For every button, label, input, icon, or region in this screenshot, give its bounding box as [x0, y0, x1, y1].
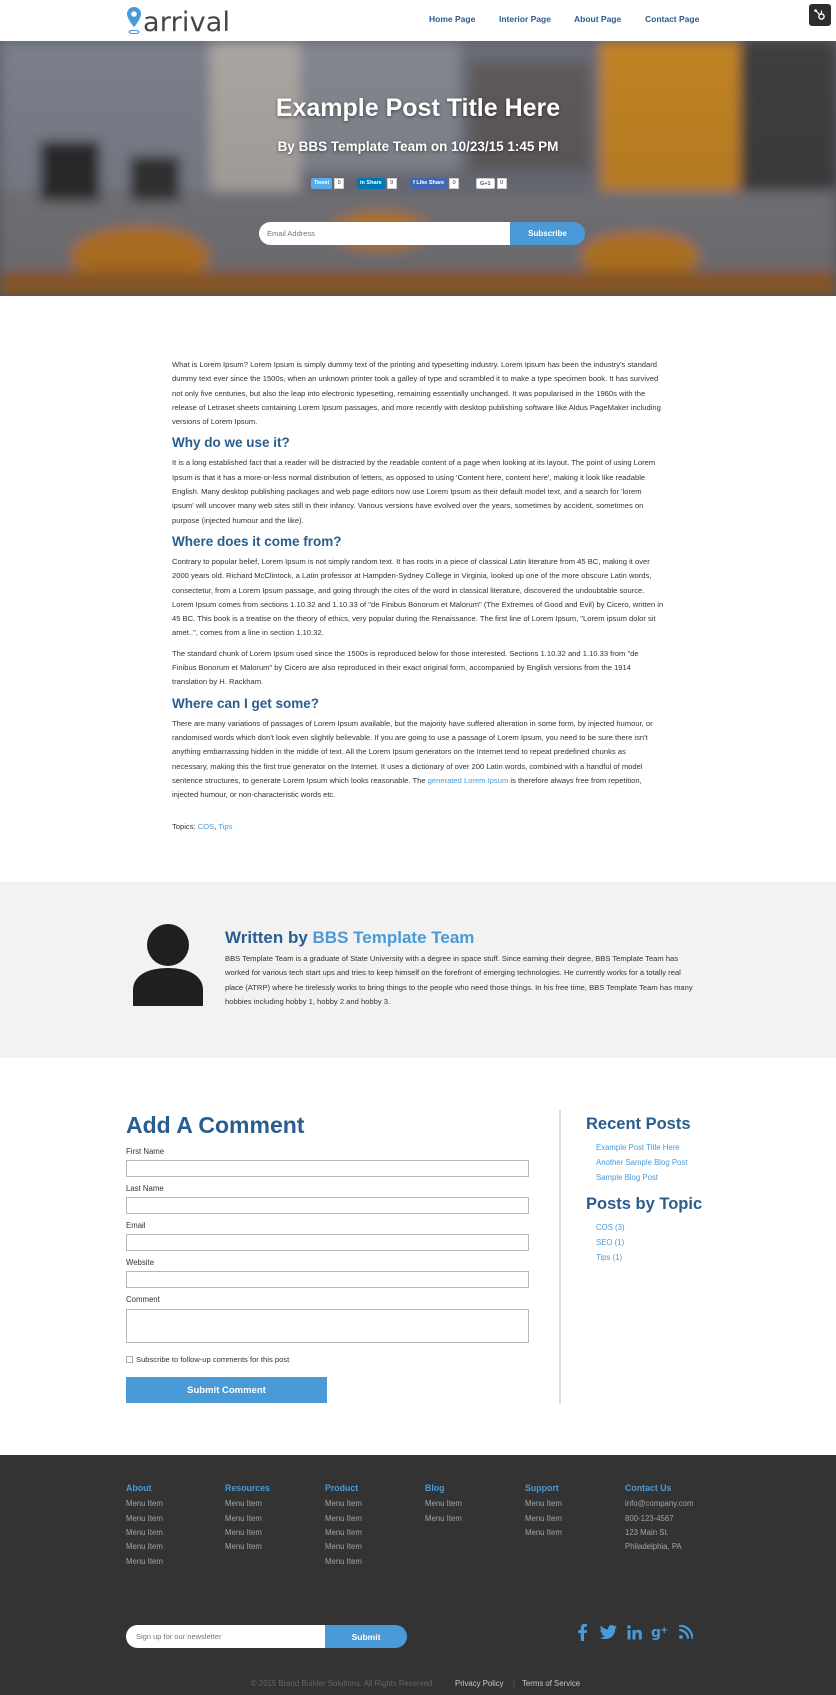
section-heading: Why do we use it? [172, 435, 290, 451]
recent-post-link[interactable]: Another Sample Blog Post [596, 1158, 688, 1167]
hubspot-icon[interactable] [809, 4, 831, 26]
twitter-icon[interactable]: Tweet [311, 178, 332, 189]
footer-column-title: Blog [425, 1483, 445, 1493]
topic-link-tips[interactable]: Tips [218, 822, 233, 831]
topic-link[interactable]: COS (3) [596, 1223, 625, 1232]
footer-link[interactable]: Menu Item [525, 1514, 562, 1523]
contact-address: 123 Main St. [625, 1528, 669, 1537]
recent-posts-title: Recent Posts [586, 1115, 691, 1133]
share-googleplus[interactable] [476, 178, 507, 189]
comment-label: Comment [126, 1295, 160, 1304]
newsletter-submit-button[interactable]: Submit [325, 1625, 407, 1648]
website-input[interactable] [126, 1271, 529, 1288]
nav-interior[interactable]: Interior Page [499, 14, 551, 24]
paragraph: It is a long established fact that a reader will be distracted by the readable content of a page when looking at its layout. The point of using Lorem Ipsum is that it has a more-or-less normal distribution of letters, as opposed to using 'Content here, content here', making it look like readable English. Many desktop publishing packages and web page editors now use Lorem Ipsum as their default model text, and a search for 'lorem ipsum' will uncover many web sites still in their infancy. Various versions have evolved over the years, sometimes by accident, sometimes on purpose (injected humour and the like). [172, 458, 656, 525]
nav-contact[interactable]: Contact Page [645, 14, 700, 24]
contact-city: Philadelphia, PA [625, 1542, 682, 1551]
svg-text:+: + [660, 1625, 669, 1636]
subscribe-checkbox-label: Subscribe to follow-up comments for this post [136, 1355, 290, 1364]
footer-column-title: Product [325, 1483, 359, 1493]
footer-link[interactable]: Menu Item [325, 1528, 362, 1537]
footer-link[interactable]: Menu Item [126, 1542, 163, 1551]
footer-column-title: Support [525, 1483, 559, 1493]
copyright-text: © 2015 Brand Builder Solutions. All Rights Reserved. [251, 1679, 435, 1688]
share-twitter[interactable] [311, 178, 344, 189]
footer-column-title: Resources [225, 1483, 270, 1493]
website-label: Website [126, 1258, 155, 1267]
hero-banner [0, 41, 836, 296]
first-name-input[interactable] [126, 1160, 529, 1177]
google-plus-icon[interactable]: G+1 [476, 178, 495, 189]
topics-label: Topics: [172, 822, 198, 831]
recent-post-link[interactable]: Example Post Title Here [596, 1143, 680, 1152]
topic-link[interactable]: Tips (1) [596, 1253, 623, 1262]
section-heading: Where can I get some? [172, 695, 320, 711]
sprocket-icon [813, 8, 827, 22]
share-count: 0 [449, 178, 459, 189]
logo-text: arrival [143, 7, 231, 38]
privacy-policy-link[interactable]: Privacy Policy [455, 1679, 504, 1688]
comment-form-title: Add A Comment [126, 1112, 305, 1138]
footer-link[interactable]: Menu Item [126, 1499, 163, 1508]
last-name-label: Last Name [126, 1184, 164, 1193]
subscribe-button[interactable]: Subscribe [510, 222, 585, 245]
post-byline: By BBS Template Team on 10/23/15 1:45 PM [277, 139, 559, 154]
terms-of-service-link[interactable]: Terms of Service [522, 1679, 581, 1688]
share-count: 9 [387, 178, 397, 189]
paragraph: What is Lorem Ipsum? Lorem Ipsum is simply dummy text of the printing and typesetting industry. Lorem Ipsum has been the industry's standard dummy text ever since the 1500s, when an unknown printer took a galley of type and scrambled it to make a type specimen book. It has survived not only five centuries, but also the leap into electronic typesetting, remaining essentially unchanged. It was popularised in the 1960s with the release of Letraset sheets containing Lorem Ipsum passages, and more recently with desktop publishing software like Aldus PageMaker including versions of Lorem Ipsum. [172, 360, 661, 427]
share-buttons [0, 178, 836, 190]
topic-link-cos[interactable]: COS [197, 822, 215, 831]
nav-about[interactable]: About Page [574, 14, 622, 24]
site-footer [0, 1455, 836, 1695]
location-pin-icon [126, 6, 142, 36]
author-name-link[interactable]: BBS Template Team [312, 928, 475, 947]
contact-email[interactable]: info@company.com [625, 1499, 694, 1508]
footer-link[interactable]: Menu Item [525, 1528, 562, 1537]
footer-link[interactable]: Menu Item [225, 1499, 262, 1508]
footer-separator: | [513, 1679, 516, 1688]
svg-text:g: g [651, 1625, 662, 1640]
author-bio-text: BBS Template Team is a graduate of State University with a degree in space stuff. Since earning their degree, BBS Template Team has worked for various tech start ups and tries to keep himself on the forefront of emerging technologies. He currently works for a totally real place (ATRP) where he tirelessly works to bring things to the people who need those things. In his free time, BBS Template Team has many hobbies including hobby 1, hobby 2 and hobby 3. [225, 954, 693, 1006]
written-by-label: Written by [225, 928, 313, 947]
linkedin-icon[interactable]: in Share [357, 178, 385, 189]
site-logo[interactable] [126, 4, 230, 36]
author-bio-section [0, 882, 836, 1058]
contact-phone: 800-123-4567 [625, 1514, 674, 1523]
footer-link[interactable]: Menu Item [525, 1499, 562, 1508]
post-body [172, 358, 664, 808]
sidebar-divider [559, 1110, 561, 1404]
share-linkedin[interactable] [357, 178, 397, 189]
twitter-icon[interactable] [599, 1623, 617, 1641]
hero-background-image [0, 41, 836, 296]
footer-link[interactable]: Menu Item [325, 1499, 362, 1508]
post-title: Example Post Title Here [275, 94, 561, 122]
comment-textarea[interactable] [126, 1309, 529, 1343]
footer-link[interactable]: Menu Item [225, 1528, 262, 1537]
generated-lorem-link[interactable]: generated Lorem Ipsum [427, 775, 509, 785]
author-heading [225, 928, 474, 948]
google-plus-icon[interactable] [651, 1623, 669, 1641]
subscribe-checkbox[interactable] [126, 1356, 133, 1363]
footer-column-title: About [126, 1483, 152, 1493]
email-label: Email [126, 1221, 146, 1230]
facebook-icon[interactable]: f Like Share [410, 178, 447, 189]
nav-home[interactable]: Home Page [429, 14, 476, 24]
paragraph: Contrary to popular belief, Lorem Ipsum is not simply random text. It has roots in a piece of classical Latin literature from 45 BC, making it over 2000 years old. Richard McClintock, a Latin professor at Hampden-Sydney College in Virginia, looked up one of the more obscure Latin words, consectetur, from a Lorem Ipsum passage, and going through the cites of the word in classical literature, discovered the undoubtable source. Lorem Ipsum comes from sections 1.10.32 and 1.10.33 of "de Finibus Bonorum et Malorum" (The Extremes of Good and Evil) by Cicero, written in 45 BC. This book is a treatise on the theory of ethics, very popular during the Renaissance. The first line of Lorem Ipsum, "Lorem ipsum dolor sit amet..", comes from a line in section 1.10.32. [172, 556, 664, 638]
last-name-input[interactable] [126, 1197, 529, 1214]
footer-link[interactable]: Menu Item [425, 1514, 462, 1523]
footer-link[interactable]: Menu Item [325, 1557, 362, 1566]
email-input[interactable] [259, 222, 510, 245]
footer-link[interactable]: Menu Item [126, 1514, 163, 1523]
subscribe-form [259, 222, 585, 245]
paragraph: The standard chunk of Lorem Ipsum used since the 1500s is reproduced below for those interested. Sections 1.10.32 and 1.10.33 from "de Finibus Bonorum et Malorum" by Cicero are also reproduced in their exact original form, accompanied by English versions from the 1914 translation by H. Rackham. [172, 648, 639, 687]
footer-link[interactable]: Menu Item [325, 1514, 362, 1523]
email-field[interactable] [126, 1234, 529, 1251]
post-topics [172, 822, 232, 831]
facebook-icon[interactable] [573, 1623, 591, 1641]
footer-link[interactable]: Menu Item [126, 1557, 163, 1566]
avatar-icon [133, 924, 203, 1006]
rss-icon[interactable] [677, 1623, 695, 1641]
first-name-label: First Name [126, 1147, 165, 1156]
submit-comment-button[interactable]: Submit Comment [126, 1377, 327, 1403]
footer-column-title: Contact Us [625, 1483, 672, 1493]
posts-by-topic-title: Posts by Topic [586, 1195, 703, 1213]
footer-link[interactable]: Menu Item [325, 1542, 362, 1551]
recent-post-link[interactable]: Sample Blog Post [596, 1173, 658, 1182]
newsletter-form [126, 1625, 407, 1648]
site-header [0, 0, 836, 41]
share-count: 0 [334, 178, 344, 189]
newsletter-input[interactable] [126, 1625, 325, 1648]
topics-separator: , [214, 822, 219, 831]
topic-link[interactable]: SEO (1) [596, 1238, 625, 1247]
section-heading: Where does it come from? [172, 533, 342, 549]
footer-link[interactable]: Menu Item [225, 1514, 262, 1523]
paragraph-text: is therefore always free from repetition, injected humour, or non-characteristic words etc. [172, 775, 642, 800]
paragraph [172, 717, 664, 803]
share-facebook[interactable] [410, 178, 459, 189]
footer-link[interactable]: Menu Item [126, 1528, 163, 1537]
linkedin-icon[interactable] [625, 1623, 643, 1641]
paragraph-text: There are many variations of passages of Lorem Ipsum available, but the majority have suffered alteration in some form, by injected humour, or randomised words which don't look even slightly believable. If you are going to use a passage of Lorem Ipsum, you need to be sure there isn't anything embarrassing hidden in the middle of text. All the Lorem Ipsum generators on the Internet tend to repeat predefined chunks as necessary, making this the first true generator on the Internet. It uses a dictionary of over 200 Latin words, combined with a handful of model sentence structures, to generate Lorem Ipsum which looks reasonable. The [172, 718, 653, 785]
footer-link[interactable]: Menu Item [425, 1499, 462, 1508]
share-count: 0 [497, 178, 507, 189]
footer-link[interactable]: Menu Item [225, 1542, 262, 1551]
